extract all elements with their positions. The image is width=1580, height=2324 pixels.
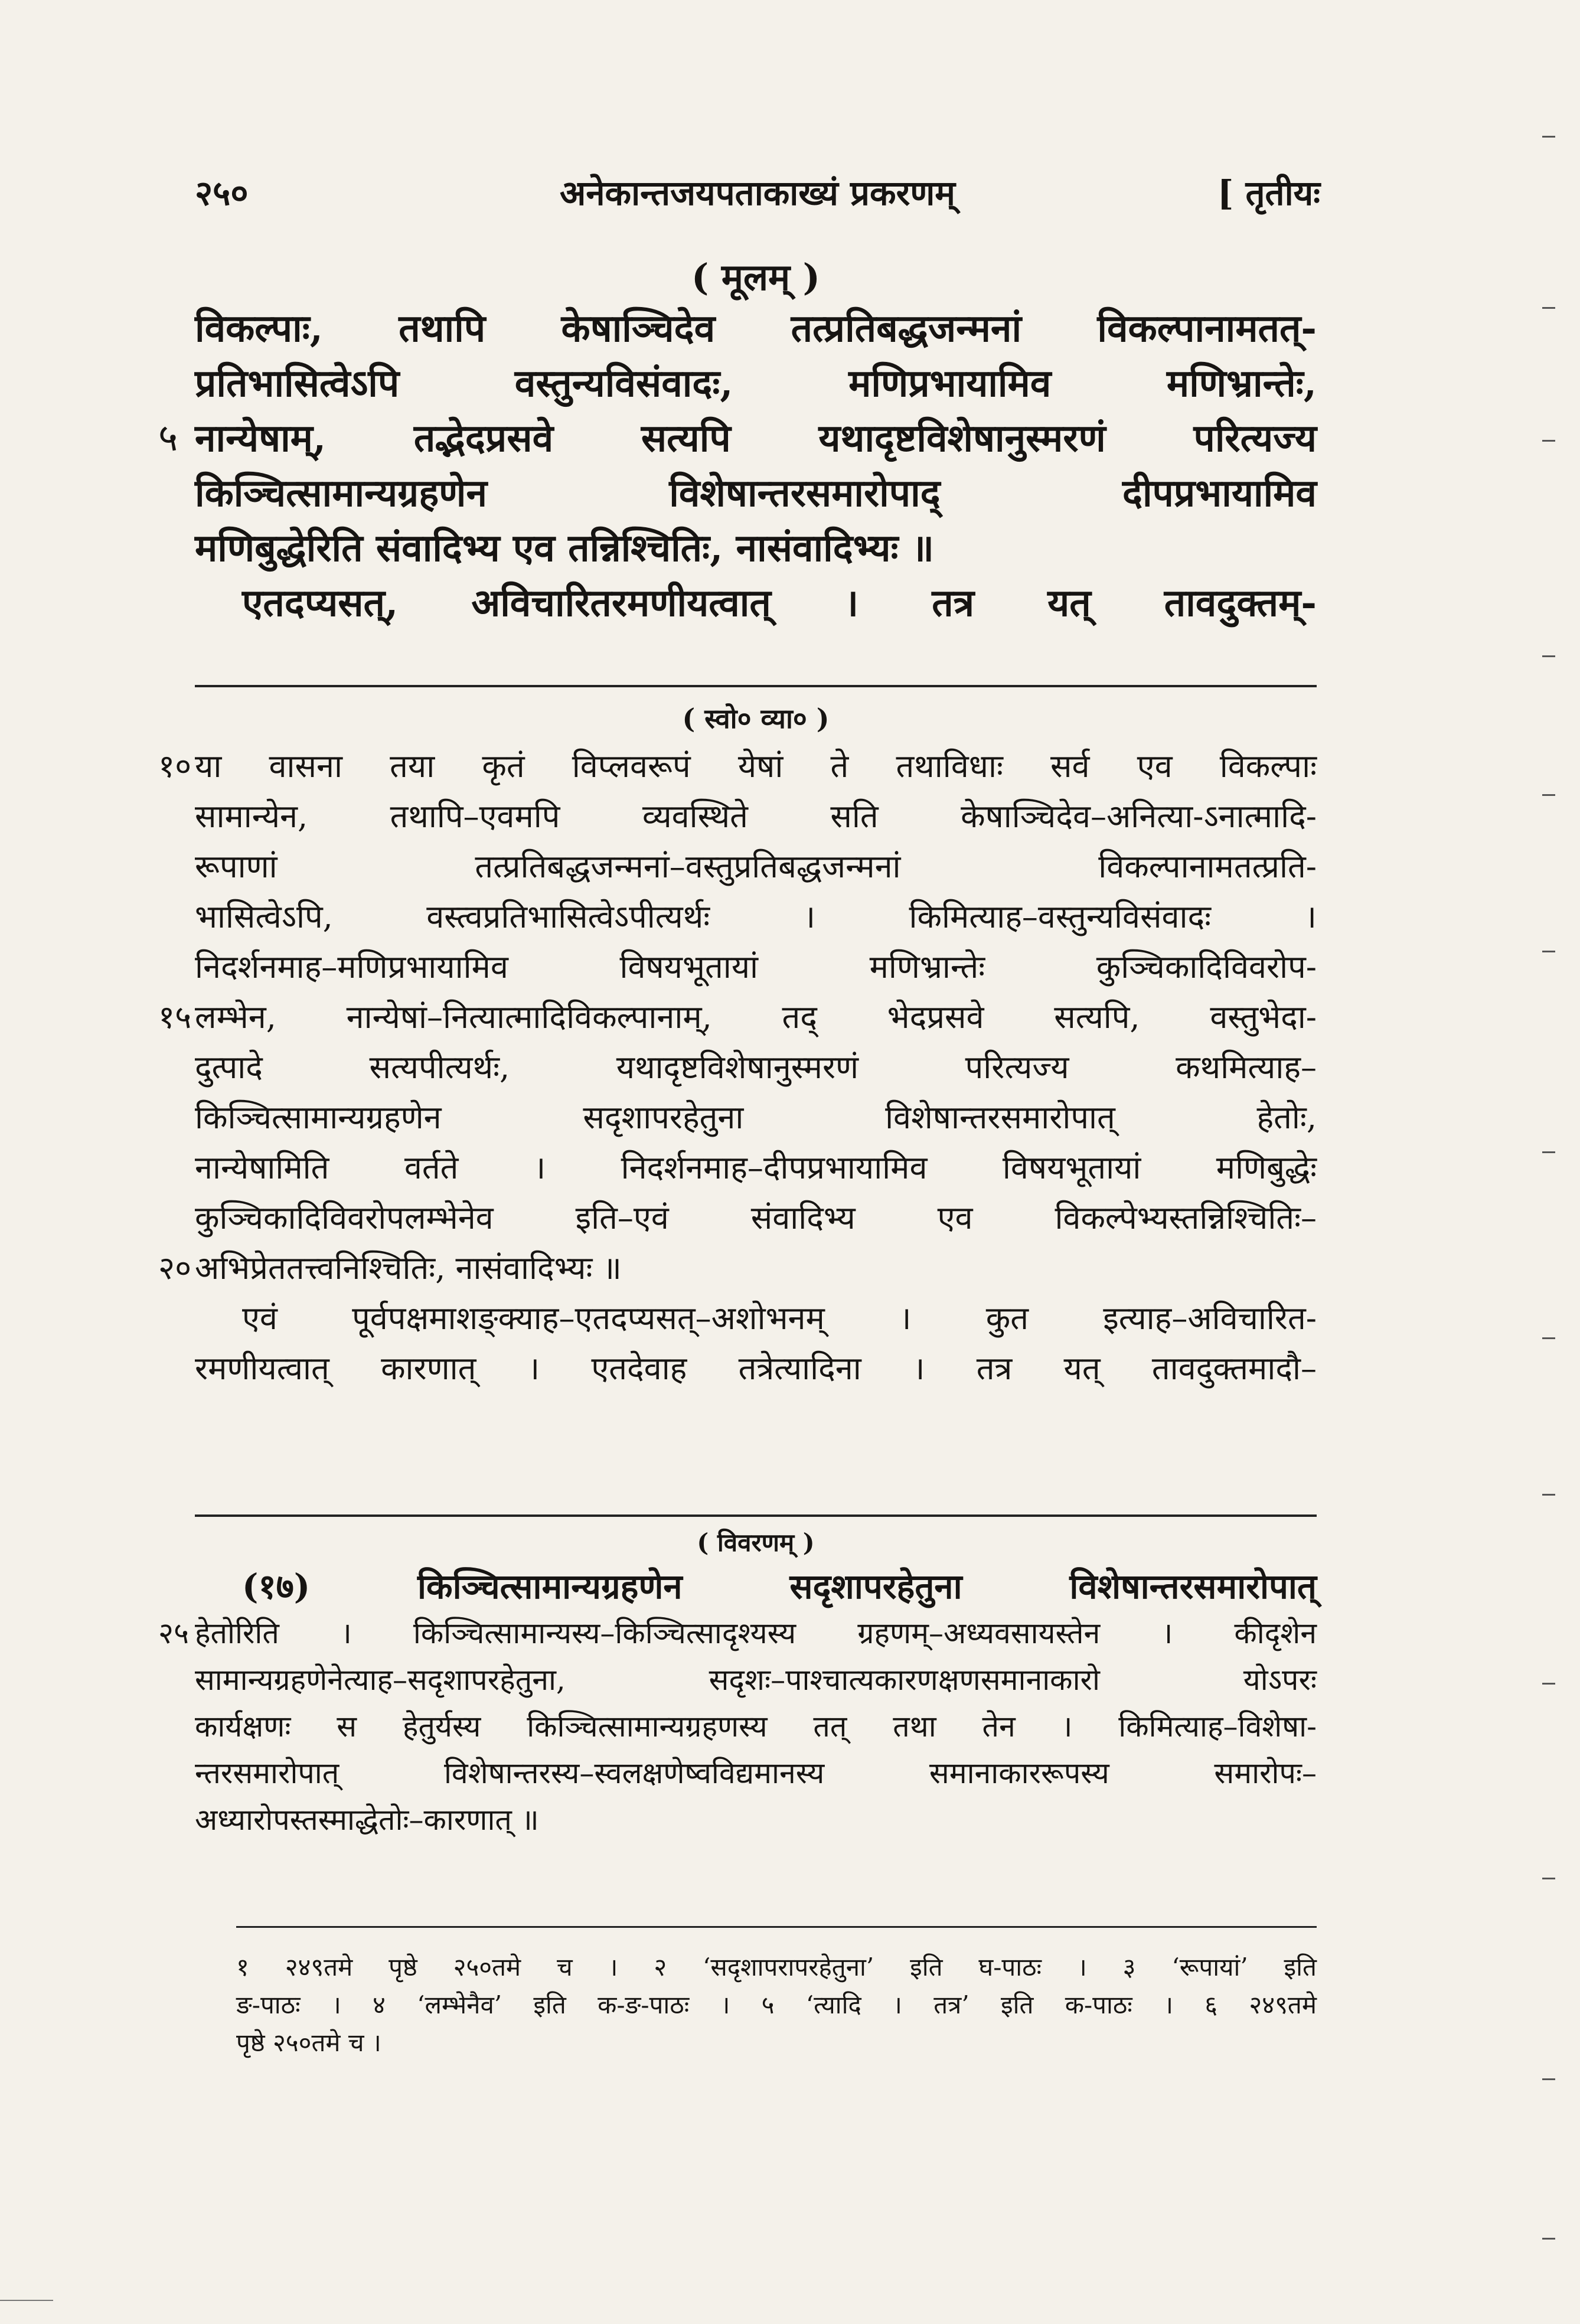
text-line	[158, 1243, 1317, 1293]
vivarana-section	[158, 1522, 1317, 1843]
page-header	[195, 168, 1320, 216]
line-text: विकल्पाः, तथापि केषाञ्चिदेव तत्प्रतिबद्धजन्मनां विकल्पानामतत्-	[195, 306, 1317, 351]
footnote-text: १ २४९तमे पृष्ठे २५०तमे च । २ ‘सदृशापरापरहेतुना’ इति घ-पाठः । ३ ‘रूपायां’ इति	[236, 1953, 1317, 1982]
footnote-line	[236, 2024, 1317, 2062]
text-line	[195, 942, 1317, 992]
line-text: या वासना तया कृतं विप्लवरूपं येषां ते तथाविधाः सर्व एव विकल्पाः	[195, 748, 1317, 785]
text-line	[195, 1143, 1317, 1193]
line-text: कुञ्चिकादिविवरोपलम्भेनेव इति–एवं संवादिभ्य एव विकल्पेभ्यस्तन्निश्चितिः–	[195, 1199, 1317, 1236]
line-text: अध्यारोपस्तस्माद्धेतोः–कारणात् ॥	[195, 1803, 539, 1837]
line-number: १५	[158, 998, 192, 1036]
scan-edge-mark	[1542, 951, 1555, 952]
text-line	[195, 1193, 1317, 1243]
line-text: किञ्चित्सामान्यग्रहणेन विशेषान्तरसमारोपाद् दीपप्रभायामिव	[195, 471, 1317, 515]
scan-edge-mark	[1542, 2238, 1555, 2240]
line-text: नान्येषामिति वर्तते । निदर्शनमाह–दीपप्रभायामिव विषयभूतायां मणिबुद्धेः	[195, 1149, 1317, 1186]
line-text: लम्भेन, नान्येषां–नित्यात्मादिविकल्पानाम्, तद् भेदप्रसवे सत्यपि, वस्तुभेदा-	[195, 998, 1317, 1036]
line-number: १०	[158, 748, 192, 785]
line-text: हेतोरिति । किञ्चित्सामान्यस्य–किञ्चित्सादृश्यस्य ग्रहणम्–अध्यवसायस्तेन । कीदृशेन	[195, 1616, 1317, 1650]
text-line	[195, 1293, 1317, 1343]
line-text: सामान्येन, तथापि–एवमपि व्यवस्थिते सति केषाञ्चिदेव–अनित्या-ऽनात्मादि-	[195, 798, 1317, 835]
line-text: मणिबुद्धेरिति संवादिभ्य एव तन्निश्चितिः, नासंवादिभ्यः ॥	[195, 526, 935, 570]
line-text: निदर्शनमाह–मणिप्रभायामिव विषयभूतायां मणिभ्रान्तेः कुञ्चिकादिविवरोप-	[195, 948, 1317, 985]
line-text: किञ्चित्सामान्यग्रहणेन सदृशापरहेतुना विशेषान्तरसमारोपात् हेतोः,	[195, 1099, 1317, 1136]
scan-edge-mark	[1542, 1494, 1555, 1496]
line-text: रूपाणां तत्प्रतिबद्धजन्मनां–वस्तुप्रतिबद्धजन्मनां विकल्पानामतत्प्रति-	[195, 848, 1317, 885]
scan-edge-mark	[1542, 307, 1555, 309]
section-divider	[195, 685, 1317, 687]
line-text: एवं पूर्वपक्षमाशङ्क्याह–एतदप्यसत्–अशोभनम् । कुत इत्याह–अविचारित-	[242, 1300, 1317, 1337]
text-line	[195, 791, 1317, 841]
scan-edge-mark	[1542, 655, 1555, 657]
text-line	[195, 892, 1317, 942]
text-line	[195, 466, 1317, 521]
footnotes	[236, 1948, 1317, 2062]
line-text: (१७) किञ्चित्सामान्यग्रहणेन सदृशापरहेतुना विशेषान्तरसमारोपात्	[242, 1566, 1317, 1607]
line-text: भासित्वेऽपि, वस्त्वप्रतिभासित्वेऽपीत्यर्थः । किमित्याह–वस्तुन्यविसंवादः ।	[195, 898, 1317, 935]
page-number: २५०	[195, 173, 249, 213]
line-text: नान्येषाम्, तद्भेदप्रसवे सत्यपि यथादृष्टविशेषानुस्मरणं परित्यज्य	[195, 416, 1317, 461]
line-text: दुत्पादे सत्यपीत्यर्थः, यथादृष्टविशेषानुस्मरणं परित्यज्य कथमित्याह–	[195, 1049, 1317, 1086]
scan-edge-mark	[1542, 2078, 1555, 2080]
scan-edge-mark	[1542, 1683, 1555, 1685]
line-number: ५	[158, 416, 178, 460]
text-line	[158, 741, 1317, 791]
line-text: रमणीयत्वात् कारणात् । एतदेवाह तत्रेत्यादिना । तत्र यत् तावदुक्तमादौ–	[195, 1350, 1317, 1387]
text-line	[158, 992, 1317, 1042]
text-line	[195, 1042, 1317, 1092]
footnote-divider	[236, 1926, 1317, 1928]
text-line	[195, 576, 1317, 631]
line-text: प्रतिभासित्वेऽपि वस्तुन्यविसंवादः, मणिप्रभायामिव मणिभ्रान्तेः,	[195, 361, 1317, 406]
line-text: अभिप्रेततत्त्वनिश्चितिः, नासंवादिभ्यः ॥	[195, 1249, 622, 1287]
vivarana-heading: ( विवरणम् )	[697, 1528, 815, 1557]
footnote-text: ङ-पाठः । ४ ‘लम्भेनैव’ इति क-ङ-पाठः । ५ ‘त्यादि । तत्र’ इति क-पाठः । ६ २४९तमे	[236, 1990, 1317, 2019]
footnote-text: पृष्ठे २५०तमे च ।	[236, 2028, 381, 2057]
scan-edge-mark	[1542, 794, 1555, 796]
text-line	[195, 1750, 1317, 1797]
scan-edge-mark	[1542, 136, 1555, 138]
scan-edge-mark	[1542, 1878, 1555, 1879]
text-line	[195, 356, 1317, 411]
line-number: २०	[158, 1249, 192, 1287]
scan-corner-mark	[0, 2300, 53, 2301]
section-divider	[195, 1514, 1317, 1517]
text-line	[195, 1092, 1317, 1143]
mula-heading: ( मूलम् )	[691, 256, 821, 299]
text-line	[158, 411, 1317, 466]
footnote-line	[236, 1948, 1317, 1986]
text-line	[195, 1797, 1317, 1843]
line-text: सामान्यग्रहणेनेत्याह–सदृशापरहेतुना, सदृशः–पाश्चात्यकारणक्षणसमानाकारो योऽपरः	[195, 1663, 1317, 1697]
scan-edge-mark	[1542, 440, 1555, 442]
line-text: कार्यक्षणः स हेतुर्यस्य किञ्चित्सामान्यग्रहणस्य तत् तथा तेन । किमित्याह–विशेषा-	[195, 1709, 1317, 1744]
text-line	[195, 301, 1317, 356]
text-line	[158, 1610, 1317, 1657]
section-label: [ तृतीयः	[1217, 173, 1320, 213]
running-title: अनेकान्तजयपताकाख्यं प्रकरणम्	[560, 173, 955, 213]
mula-section	[158, 254, 1317, 631]
footnote-line	[236, 1986, 1317, 2024]
vyakhya-heading: ( स्वो० व्या० )	[682, 703, 830, 735]
line-text: न्तरसमारोपात् विशेषान्तरस्य–स्वलक्षणेष्वविद्यमानस्य समानाकाररूपस्य समारोपः–	[195, 1756, 1317, 1790]
text-line	[195, 1657, 1317, 1703]
text-line	[195, 521, 1317, 576]
vyakhya-section	[158, 697, 1317, 1393]
text-line	[195, 1343, 1317, 1393]
line-number: २५	[158, 1616, 189, 1650]
text-line	[195, 1703, 1317, 1750]
scan-edge-mark	[1542, 1337, 1555, 1339]
scan-edge-mark	[1542, 1151, 1555, 1153]
text-line	[195, 841, 1317, 892]
text-line	[195, 1564, 1317, 1610]
line-text: एतदप्यसत्, अविचारितरमणीयत्वात् । तत्र यत् तावदुक्तम्-	[242, 581, 1317, 625]
